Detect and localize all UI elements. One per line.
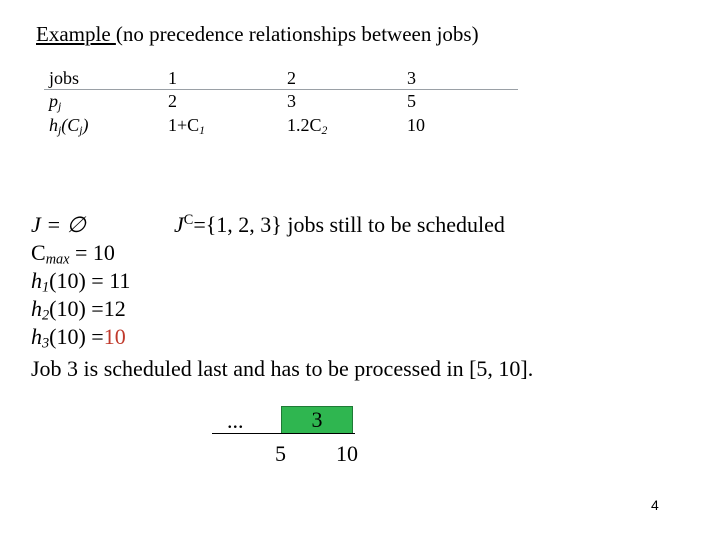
table-header-jobs: jobs <box>49 68 80 88</box>
table-cell: 1 <box>168 68 177 88</box>
h3-line: $h_3(10) =10$ <box>31 324 126 352</box>
gantt-time-axis <box>212 433 355 434</box>
table-cell: 2 <box>287 68 296 88</box>
job3-conclusion-line: Job 3 is scheduled last and has to be processed in [5, 10]. <box>31 356 534 381</box>
table-cell: 5 <box>407 91 416 111</box>
unscheduled-set-line: $J^C=\{1$, 2, 3} jobs still to be scheduled <box>174 212 505 237</box>
slide-title <box>36 22 479 47</box>
h3-min-value: 10 <box>103 324 126 349</box>
gantt-tick-start: 5 <box>275 441 286 466</box>
table-cell: $1+C_1$ <box>168 115 206 137</box>
gantt-dots: ... <box>227 408 244 433</box>
scheduled-set-line: J = ∅ <box>31 212 86 237</box>
title-description: (no precedence relationships between jobs) <box>115 22 479 46</box>
table-cell: 3 <box>287 91 296 111</box>
h2-line: $h_2(10) =12$ <box>31 296 126 324</box>
table-divider <box>44 89 518 90</box>
table-cell: $1.2C_2$ <box>287 115 328 137</box>
gantt-tick-end: 10 <box>336 441 358 466</box>
title-example-label: Example <box>36 22 116 46</box>
table-cell: 3 <box>407 68 416 88</box>
h1-line: $h_1(10) = 11$ <box>31 268 131 296</box>
gantt-job-3-block: 3 <box>281 406 353 434</box>
table-cell: 10 <box>407 115 425 135</box>
table-row-label-pj: $p_j$ <box>49 91 62 113</box>
table-row-label-hj: $h_j(C_j)$ <box>49 115 89 137</box>
cmax-line: $C_{max} = 10$ <box>31 240 115 268</box>
table-cell: 2 <box>168 91 177 111</box>
page-number: 4 <box>651 497 659 513</box>
